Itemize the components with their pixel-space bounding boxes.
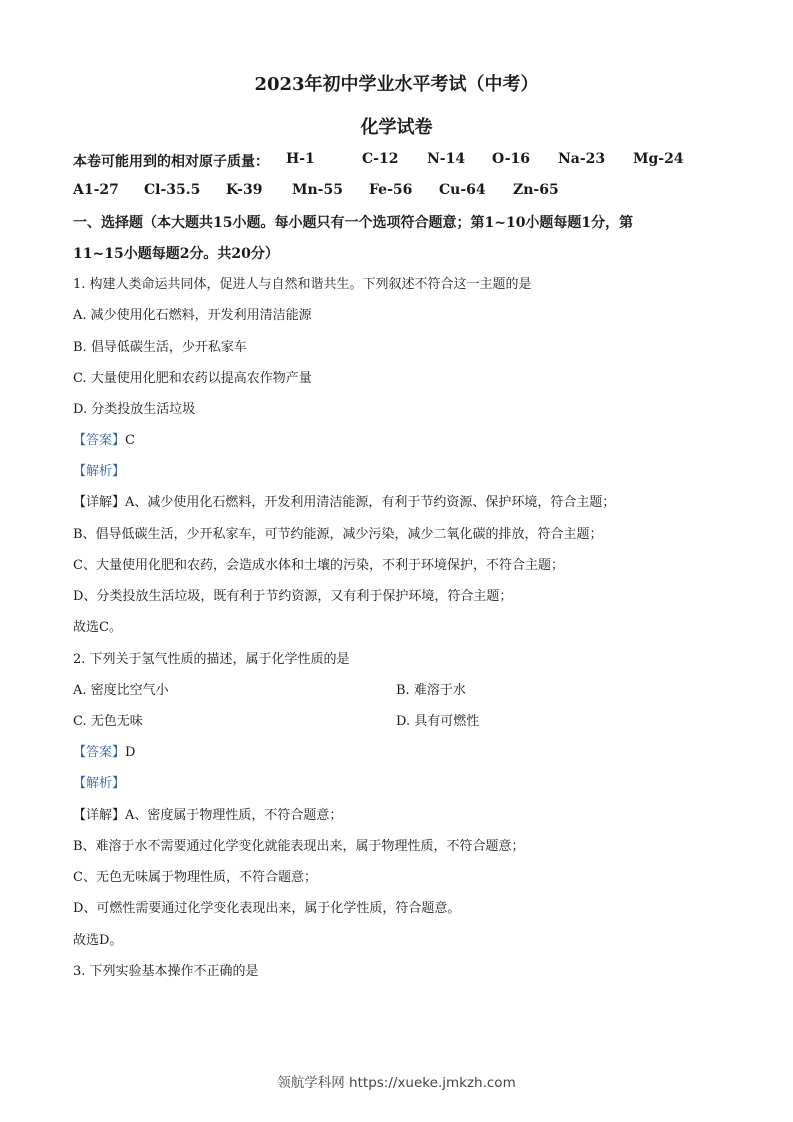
question-1-option-d: D. 分类投放生活垃圾 xyxy=(73,402,196,417)
section-heading-line-1: 一、选择题（本大题共15小题。每小题只有一个选项符合题意；第1~10小题每题1分，第 xyxy=(73,215,634,231)
question-2-option-d: D. 具有可燃性 xyxy=(396,714,480,729)
footer-watermark: 领航学科网 https://xueke.jmkzh.com xyxy=(277,1075,516,1091)
question-1-detail-c: C、大量使用化肥和农药，会造成水体和土壤的污染，不利于环境保护，不符合主题； xyxy=(73,558,564,573)
atomic-mass-item: O-16 xyxy=(492,151,531,167)
question-1-option-a: A. 减少使用化石燃料，开发利用清洁能源 xyxy=(73,308,312,323)
atomic-mass-item: Cl-35.5 xyxy=(144,182,201,198)
question-2-conclusion: 故选D。 xyxy=(73,933,123,948)
question-2-stem: 2. 下列关于氢气性质的描述，属于化学性质的是 xyxy=(73,652,350,667)
answer-tag: 【答案】 xyxy=(73,433,126,448)
atomic-mass-item: Zn-65 xyxy=(513,182,559,198)
question-2-option-a: A. 密度比空气小 xyxy=(73,683,169,698)
question-1-detail-b: B、倡导低碳生活，少开私家车，可节约能源，减少污染，减少二氧化碳的排放，符合主题； xyxy=(73,527,603,542)
question-1-answer xyxy=(73,432,135,450)
atomic-mass-item: Mg-24 xyxy=(633,151,684,167)
question-2-answer xyxy=(73,744,135,762)
question-1-conclusion: 故选C。 xyxy=(73,620,122,635)
section-heading-line-2: 11~15小题每题2分。共20分） xyxy=(73,246,279,262)
atomic-mass-item: A1-27 xyxy=(73,182,119,198)
atomic-mass-item: C-12 xyxy=(362,151,399,167)
question-2-option-c: C. 无色无味 xyxy=(73,714,143,729)
question-2-analysis-tag: 【解析】 xyxy=(73,776,126,791)
exam-title: 2023年初中学业水平考试（中考） xyxy=(254,74,539,95)
atomic-mass-item: Mn-55 xyxy=(292,182,343,198)
detail-tag: 【详解】 xyxy=(73,495,126,510)
question-2-detail-d: D、可燃性需要通过化学变化表现出来，属于化学性质，符合题意。 xyxy=(73,901,461,916)
question-2-detail-c: C、无色无味属于物理性质，不符合题意； xyxy=(73,870,317,885)
question-3-stem: 3. 下列实验基本操作不正确的是 xyxy=(73,964,259,979)
detail-text: A、减少使用化石燃料，开发利用清洁能源，有利于节约资源、保护环境，符合主题； xyxy=(125,495,616,510)
atomic-mass-label: 本卷可能用到的相对原子质量： xyxy=(73,154,269,170)
detail-text: A、密度属于物理性质，不符合题意； xyxy=(125,808,343,823)
question-1-option-c: C. 大量使用化肥和农药以提高农作物产量 xyxy=(73,371,312,386)
question-2-detail-b: B、难溶于水不需要通过化学变化就能表现出来，属于物理性质，不符合题意； xyxy=(73,839,525,854)
question-1-option-b: B. 倡导低碳生活，少开私家车 xyxy=(73,340,247,355)
detail-tag: 【详解】 xyxy=(73,808,126,823)
atomic-mass-item: Cu-64 xyxy=(439,182,486,198)
atomic-mass-item: H-1 xyxy=(286,151,315,167)
question-1-detail-d: D、分类投放生活垃圾，既有利于节约资源，又有利于保护环境，符合主题； xyxy=(73,589,513,604)
answer-value: C xyxy=(125,433,135,448)
question-2-option-b: B. 难溶于水 xyxy=(396,683,466,698)
question-1-analysis-tag: 【解析】 xyxy=(73,464,126,479)
atomic-mass-item: Fe-56 xyxy=(369,182,413,198)
atomic-mass-item: K-39 xyxy=(226,182,263,198)
question-2-detail-a xyxy=(73,807,342,825)
answer-tag: 【答案】 xyxy=(73,745,126,760)
atomic-mass-item: N-14 xyxy=(427,151,466,167)
question-1-detail-a xyxy=(73,494,615,512)
answer-value: D xyxy=(125,745,136,760)
atomic-mass-item: Na-23 xyxy=(558,151,606,167)
question-1-stem: 1. 构建人类命运共同体，促进人与自然和谐共生。下列叙述不符合这一主题的是 xyxy=(73,277,532,292)
exam-subject-title: 化学试卷 xyxy=(360,117,433,138)
